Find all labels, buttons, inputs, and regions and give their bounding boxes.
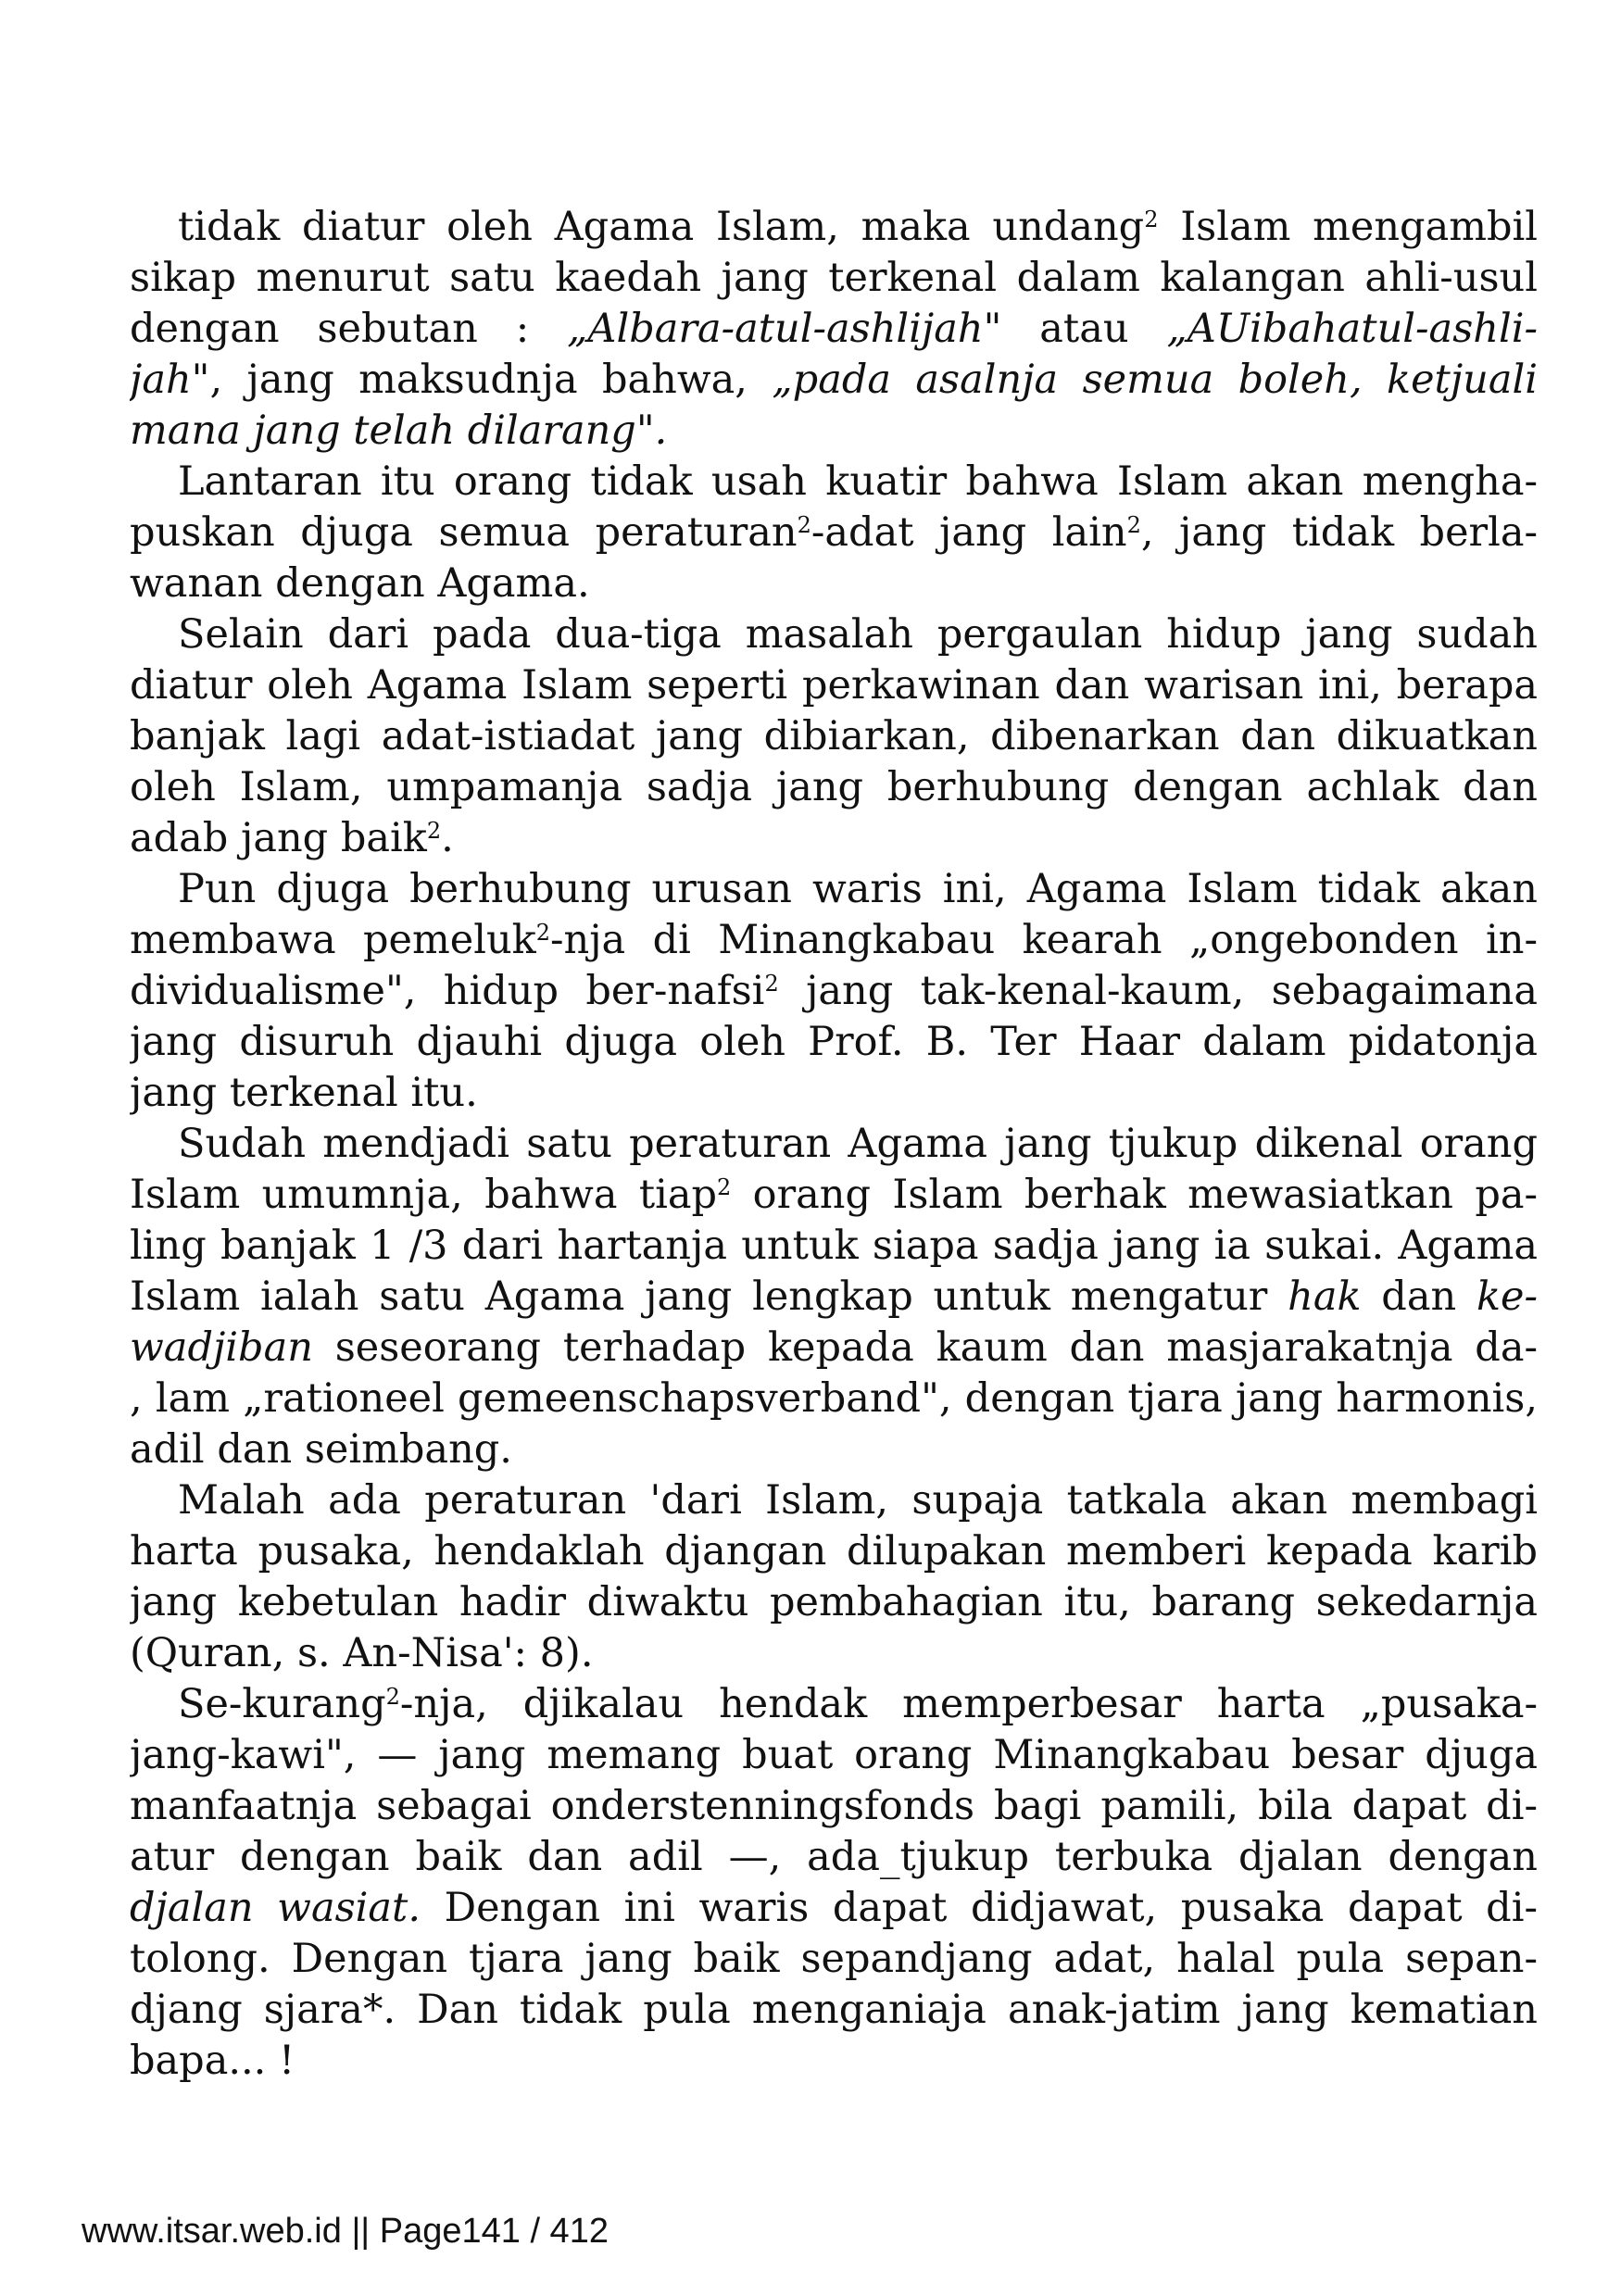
text-line	[130, 1374, 1538, 1424]
text-line	[130, 508, 1538, 558]
text-run: jang disuruh djauhi djuga oleh Prof. B. Ter Haar dalam pidatonja	[130, 1019, 1538, 1065]
text-run: oleh Islam, umpamanja sadja jang berhubung dengan achlak dan	[130, 764, 1538, 810]
italic-text: wadjiban	[130, 1324, 313, 1371]
text-run: seseorang terhadap kepada kaum dan masjarakatnja da-	[312, 1324, 1538, 1371]
text-run: Dengan ini waris dapat didjawat, pusaka dapat di-	[421, 1885, 1538, 1931]
text-line	[130, 1526, 1538, 1577]
text-run: puskan djuga semua peraturan	[130, 509, 798, 556]
text-line	[130, 1170, 1538, 1221]
text-line	[130, 1272, 1538, 1323]
paragraph	[130, 457, 1538, 609]
superscript-mark: 2	[426, 818, 442, 844]
text-run: jang-kawi", — jang memang buat orang Minangkabau besar djuga	[130, 1732, 1538, 1778]
text-line	[130, 1221, 1538, 1272]
superscript-mark: 2	[764, 971, 779, 997]
text-line	[130, 1119, 1538, 1170]
text-run: membawa pemeluk	[130, 917, 536, 963]
italic-text: hak	[1288, 1273, 1362, 1320]
text-run: dengan sebutan :	[130, 306, 568, 352]
text-run: ling banjak 1 /3 dari hartanja untuk siapa sadja jang ia sukai. Agama	[130, 1223, 1538, 1269]
text-line	[130, 1832, 1538, 1883]
text-run: harta pusaka, hendaklah djangan dilupakan memberi kepada karib	[130, 1528, 1538, 1575]
text-line	[130, 660, 1538, 711]
text-line	[130, 1781, 1538, 1832]
text-line	[130, 1424, 1538, 1475]
text-line	[130, 1577, 1538, 1628]
text-run: Malah ada peraturan 'dari Islam, supaja tatkala akan membagi	[178, 1477, 1538, 1524]
text-line	[130, 2036, 1538, 2087]
text-run: jang terkenal itu.	[130, 1070, 478, 1116]
text-run: -nja, djikalau hendak memperbesar harta „pusaka-	[399, 1681, 1538, 1727]
text-run: Islam umumnja, bahwa tiap	[130, 1172, 718, 1218]
text-run: .	[441, 815, 454, 861]
text-run: orang Islam berhak mewasiatkan pa-	[731, 1172, 1538, 1218]
paragraph	[130, 609, 1538, 864]
italic-text: „Albara-atul-ashlijah"	[567, 306, 1002, 352]
text-line	[130, 1985, 1538, 2036]
italic-text: „pada asalnja semua boleh, ketjuali	[772, 357, 1538, 403]
italic-text: djalan wasiat.	[130, 1885, 421, 1931]
text-run: Sudah mendjadi satu peraturan Agama jang tjukup dikenal orang	[178, 1121, 1538, 1167]
text-run: bapa... !	[130, 2038, 295, 2084]
text-run: diatur oleh Agama Islam seperti perkawinan dan warisan ini, berapa	[130, 662, 1538, 709]
text-run: -adat jang lain	[810, 509, 1127, 556]
italic-text: ke-	[1476, 1273, 1538, 1320]
text-run: djang sjara*. Dan tidak pula menganiaja anak-jatim jang kematian	[130, 1987, 1538, 2033]
italic-text: jah"	[130, 357, 210, 403]
superscript-mark: 2	[385, 1684, 400, 1710]
text-run: Islam ialah satu Agama jang lengkap untuk mengatur	[130, 1273, 1288, 1320]
text-line	[130, 558, 1538, 609]
text-line	[130, 762, 1538, 813]
text-run: Islam mengambil	[1158, 204, 1538, 250]
text-run: tolong. Dengan tjara jang baik sepandjang adat, halal pula sepan-	[130, 1936, 1538, 1982]
text-line	[130, 355, 1538, 406]
text-run: jang kebetulan hadir diwaktu pembahagian itu, barang sekedarnja	[130, 1579, 1538, 1625]
paragraph	[130, 202, 1538, 457]
text-line	[130, 1934, 1538, 1985]
text-run: , jang maksudnja bahwa,	[209, 357, 773, 403]
text-run: , jang tidak berla-	[1140, 509, 1538, 556]
text-run: adab jang baik	[130, 815, 427, 861]
text-run: atur dengan baik dan adil —, ada_tjukup terbuka djalan dengan	[130, 1834, 1538, 1880]
italic-text: mana jang telah dilarang".	[130, 408, 668, 454]
superscript-mark: 2	[535, 920, 550, 946]
text-run: manfaatnja sebagai onderstenningsfonds bagi pamili, bila dapat di-	[130, 1783, 1538, 1829]
page-body	[130, 202, 1538, 2087]
text-line	[130, 915, 1538, 966]
paragraph	[130, 864, 1538, 1119]
text-line	[130, 1730, 1538, 1781]
text-run: dan	[1361, 1273, 1476, 1320]
text-line	[130, 609, 1538, 660]
text-run: jang tak-kenal-kaum, sebagaimana	[778, 968, 1538, 1014]
text-run: dividualisme", hidup ber-nafsi	[130, 968, 765, 1014]
text-line	[130, 711, 1538, 762]
paragraph	[130, 1119, 1538, 1475]
italic-text: „AUibahatul-ashli-	[1166, 306, 1538, 352]
text-run: Se-kurang	[178, 1681, 386, 1727]
superscript-mark: 2	[717, 1174, 732, 1200]
text-line	[130, 1068, 1538, 1119]
text-run: , lam „rationeel gemeenschapsverband", dengan tjara jang harmonis,	[130, 1375, 1538, 1422]
text-line	[130, 1475, 1538, 1526]
text-run: wanan dengan Agama.	[130, 560, 590, 607]
text-line	[130, 1323, 1538, 1374]
text-run: atau	[1001, 306, 1167, 352]
text-line	[130, 406, 1538, 457]
text-run: Selain dari pada dua-tiga masalah pergaulan hidup jang sudah	[178, 611, 1538, 658]
text-run: banjak lagi adat-istiadat jang dibiarkan, dibenarkan dan dikuatkan	[130, 713, 1538, 759]
superscript-mark: 2	[1126, 512, 1141, 538]
text-line	[130, 253, 1538, 304]
text-run: Lantaran itu orang tidak usah kuatir bahwa Islam akan mengha-	[178, 458, 1538, 505]
text-line	[130, 1679, 1538, 1730]
text-line	[130, 864, 1538, 915]
paragraph	[130, 1679, 1538, 2087]
superscript-mark: 2	[797, 512, 811, 538]
text-line	[130, 457, 1538, 508]
text-line	[130, 202, 1538, 253]
superscript-mark: 2	[1144, 207, 1159, 232]
text-line	[130, 813, 1538, 864]
page-footer: www.itsar.web.id || Page141 / 412	[82, 2212, 609, 2251]
text-run: tidak diatur oleh Agama Islam, maka undang	[178, 204, 1145, 250]
text-line	[130, 1883, 1538, 1934]
text-run: Pun djuga berhubung urusan waris ini, Agama Islam tidak akan	[178, 866, 1538, 912]
text-line	[130, 304, 1538, 355]
text-line	[130, 966, 1538, 1017]
text-line	[130, 1017, 1538, 1068]
text-run: (Quran, s. An-Nisa': 8).	[130, 1630, 594, 1676]
text-run: sikap menurut satu kaedah jang terkenal dalam kalangan ahli-usul	[130, 255, 1538, 301]
paragraph	[130, 1475, 1538, 1679]
text-run: adil dan seimbang.	[130, 1426, 512, 1473]
text-run: -nja di Minangkabau kearah „ongebonden in-	[550, 917, 1538, 963]
text-line	[130, 1628, 1538, 1679]
